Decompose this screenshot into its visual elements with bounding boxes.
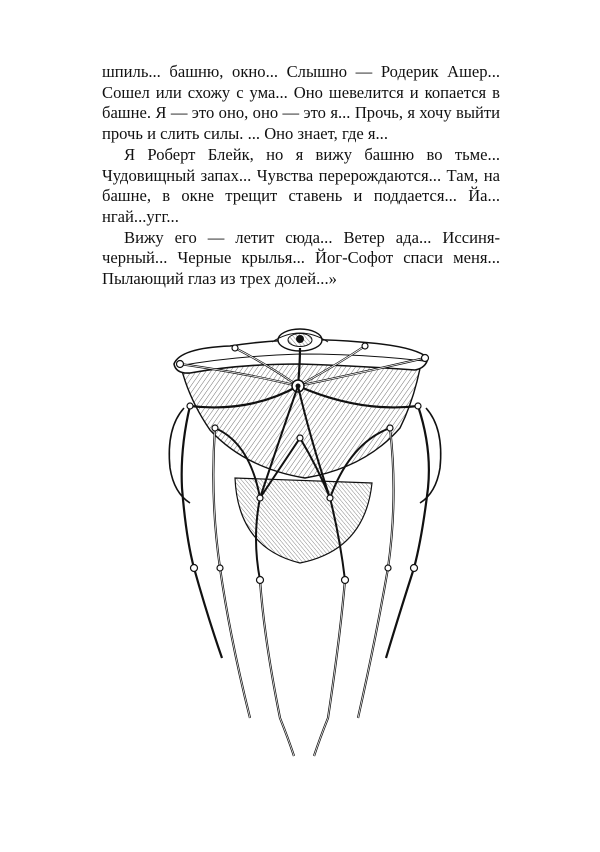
eye-creature-illustration xyxy=(160,318,450,758)
paragraph-2: Я Роберт Блейк, но я вижу башню во тьме... Чудовищный запах... Чувства перерождаются... Там, на башне, в окне трещит ставень и поддается... Йа... нгай...угг... xyxy=(102,144,500,226)
body-text xyxy=(102,62,500,290)
paragraph-3: Вижу его — летит сюда... Ветер ада... Иссиня-черный... Черные крылья... Йог-Софот спаси меня... Пылающий глаз из трех долей...» xyxy=(102,227,500,289)
paragraph-1: шпиль... башню, окно... Слышно — Родерик Ашер... Сошел или схожу с ума... Оно шевелится и копается в башне. Я — это оно, оно — это я... Прочь, я хочу выйти прочь и слить силы. ... Оно знает, где я... xyxy=(102,62,500,144)
illustration-drawing xyxy=(160,318,450,758)
